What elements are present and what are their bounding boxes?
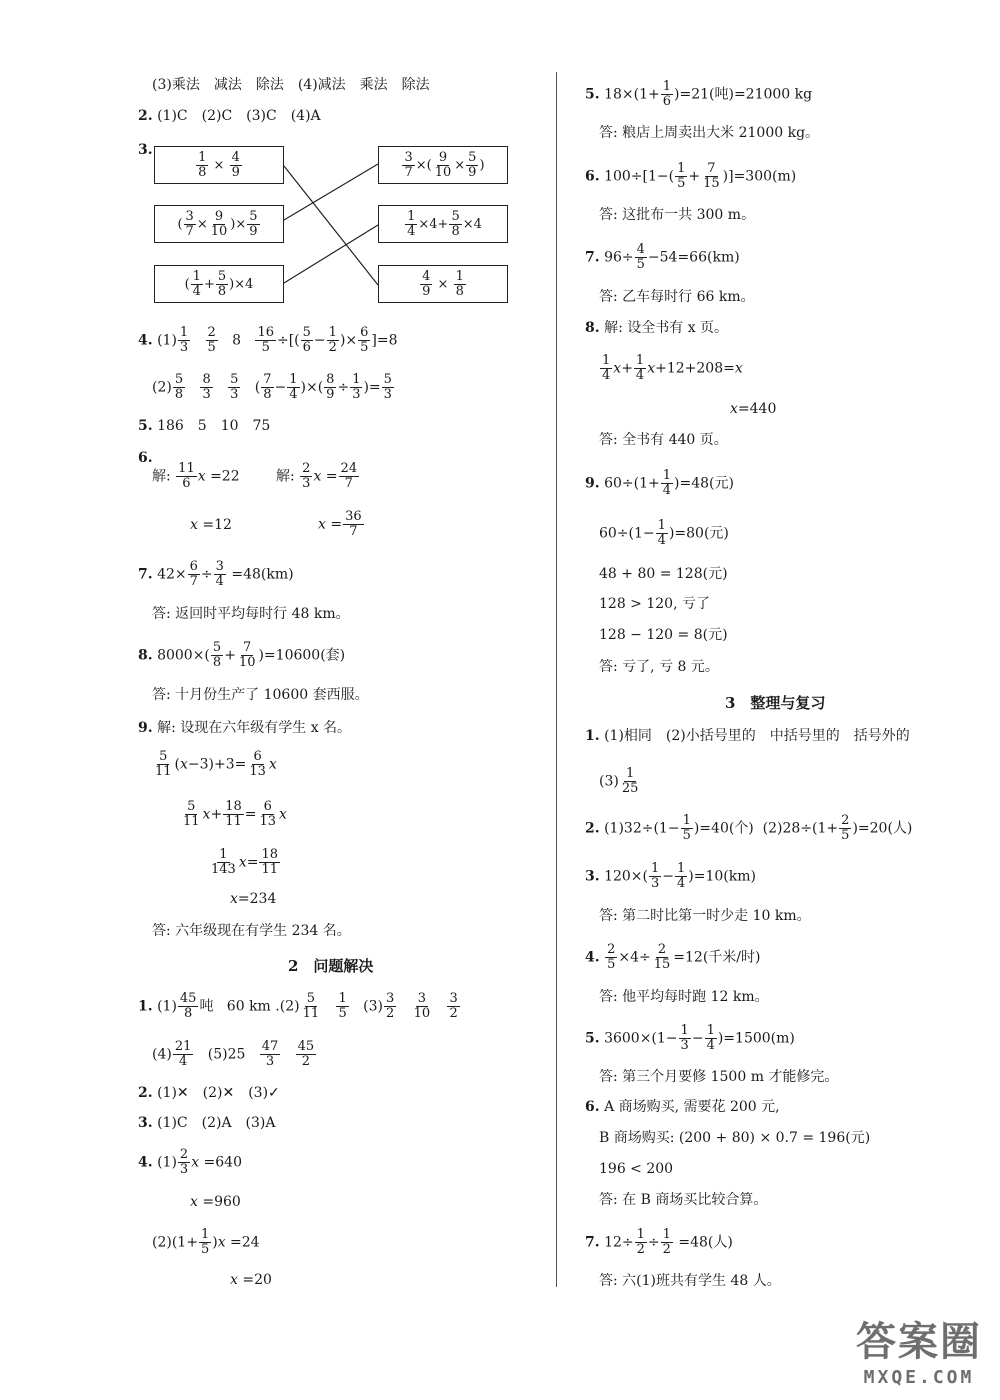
q4-1: 4. (1) $\frac{1}{3}$ $\frac{2}{5}$ 8 $\frac{16}{5}$ ÷[( $\frac{5}{6}$ − $\frac{1}{2}$ )× $\frac{6}{5}$ ]=8 [138, 325, 398, 355]
q7-answer: 答: 返回时平均每时行 48 km。 [152, 606, 350, 622]
r-q5: 5. 18×(1+ $\frac{1}{6}$ )=21(吨)=21000 kg [585, 79, 813, 109]
section-title-2: 2 问题解决 [288, 957, 374, 975]
watermark-url: MXQE.COM [863, 1367, 975, 1388]
r-q8-answer: 答: 全书有 440 页。 [599, 432, 728, 448]
match-box-right-3: $\frac{4}{9}$ × $\frac{1}{8}$ [378, 265, 508, 303]
r-s3-q5-answer: 答: 第三个月要修 1500 m 才能修完。 [599, 1069, 839, 1085]
match-box-left-2: ( $\frac{3}{7}$ × $\frac{9}{10}$ )× $\frac{5}{9}$ [154, 205, 284, 243]
r-s3-q5: 5. 3600×(1− $\frac{1}{3}$ − $\frac{1}{4}$ )=1500(m) [585, 1023, 795, 1053]
match-box-left-1: $\frac{1}{8}$ × $\frac{4}{9}$ [154, 146, 284, 184]
r-s3-q6-c: 196 < 200 [599, 1161, 674, 1177]
q9: 9. 解: 设现在六年级有学生 x 名。 [138, 720, 352, 736]
r-q9-answer: 答: 亏了, 亏 8 元。 [599, 659, 719, 675]
r-q5-answer: 答: 粮店上周卖出大米 21000 kg。 [599, 125, 820, 141]
r-q8-step: $\frac{1}{4}$ x+ $\frac{1}{4}$ x+12+208=x [602, 353, 743, 383]
q7: 7. 42× $\frac{6}{7}$ ÷ $\frac{3}{4}$ =48(km) [138, 559, 294, 589]
r-s3-q4-answer: 答: 他平均每时跑 12 km。 [599, 989, 769, 1005]
match-box-right-1: $\frac{3}{7}$ ×( $\frac{9}{10}$ × $\frac{5}{9}$ ) [378, 146, 508, 184]
q8: 8. 8000×( $\frac{5}{8}$ + $\frac{7}{10}$ )=10600(套) [138, 640, 346, 670]
r-q9-c: 48 + 80 = 128(元) [599, 566, 728, 582]
r-s3-q6-answer: 答: 在 B 商场买比较合算。 [599, 1192, 768, 1208]
r-s3-q1: 1. (1)相同 (2)小括号里的 中括号里的 括号外的 [585, 728, 910, 744]
r-s3-q3: 3. 120×( $\frac{1}{3}$ − $\frac{1}{4}$ )=10(km) [585, 861, 756, 891]
q2: 2. (1)C (2)C (3)C (4)A [138, 108, 321, 124]
q9-step-3: $\frac{1}{143}$ x= $\frac{18}{11}$ [211, 847, 279, 877]
r-q9-e: 128 − 120 = 8(元) [599, 627, 728, 643]
section-title-3: 3 整理与复习 [725, 694, 826, 712]
r-q6: 6. 100÷[1−( $\frac{1}{5}$ + $\frac{7}{15}$ )]=300(m) [585, 161, 797, 191]
match-line-2 [284, 164, 378, 220]
q3-label: 3. [138, 142, 153, 158]
s2-q1-b: (4) $\frac{21}{4}$ (5)25 $\frac{47}{3}$ $\frac{45}{2}$ [152, 1039, 315, 1069]
s2-q4-2: (2)(1+ $\frac{1}{5}$ )x =24 [152, 1227, 260, 1257]
s2-q3: 3. (1)C (2)A (3)A [138, 1115, 276, 1131]
r-s3-q1-b: (3) $\frac{1}{25}$ [599, 766, 639, 796]
s2-q4-1-result: x =960 [190, 1194, 241, 1210]
match-line-1 [284, 166, 378, 285]
r-q9-a: 9. 60÷(1+ $\frac{1}{4}$ )=48(元) [585, 468, 734, 498]
r-s3-q4: 4. $\frac{2}{5}$ ×4÷ $\frac{2}{15}$ =12(千米/时) [585, 942, 761, 972]
q6-res-a: x =12 [190, 517, 232, 533]
q9-step-2: $\frac{5}{11}$ x+ $\frac{18}{11}$ = $\frac{6}{13}$ x [183, 799, 287, 829]
r-q8-result: x=440 [730, 401, 777, 417]
q5: 5. 186 5 10 75 [138, 418, 271, 434]
q8-answer: 答: 十月份生产了 10600 套西服。 [152, 687, 369, 703]
q2-1-continued: (3)乘法 减法 除法 (4)减法 乘法 除法 [152, 77, 430, 93]
r-s3-q3-answer: 答: 第二时比第一时少走 10 km。 [599, 908, 811, 924]
r-s3-q7-answer: 答: 六(1)班共有学生 48 人。 [599, 1273, 781, 1289]
r-q9-b: 60÷(1− $\frac{1}{4}$ )=80(元) [599, 518, 729, 548]
r-q8: 8. 解: 设全书有 x 页。 [585, 320, 729, 336]
r-s3-q6-b: B 商场购买: (200 + 80) × 0.7 = 196(元) [599, 1130, 871, 1146]
r-q7-answer: 答: 乙车每时行 66 km。 [599, 289, 755, 305]
q6-eq-a: 解: $\frac{11}{6}$ x =22 [152, 461, 240, 491]
r-q7: 7. 96÷ $\frac{4}{5}$ −54=66(km) [585, 242, 740, 272]
r-q6-answer: 答: 这批布一共 300 m。 [599, 207, 756, 223]
watermark-logo-text: 答案圈 [856, 1318, 982, 1365]
s2-q4-1: 4. (1) $\frac{2}{3}$ x =640 [138, 1147, 242, 1177]
r-s3-q6: 6. A 商场购买, 需要花 200 元, [585, 1099, 780, 1115]
match-box-right-2: $\frac{1}{4}$ ×4+ $\frac{5}{8}$ ×4 [378, 205, 508, 243]
column-divider [556, 72, 557, 1287]
r-s3-q2: 2. (1)32÷(1− $\frac{1}{5}$ )=40(个) (2)28÷(1+ $\frac{2}{5}$ )=20(人) [585, 813, 913, 843]
s2-q1-a: 1. (1) $\frac{45}{8}$ 吨 60 km .(2) $\frac{5}{11}$ $\frac{1}{5}$ (3) $\frac{3}{2}$ $\frac{3}{10}$ $\frac{3}{2}$ [138, 991, 458, 1021]
q6-res-b: x = $\frac{36}{7}$ [318, 509, 362, 539]
q9-result: x=234 [230, 891, 277, 907]
q9-answer: 答: 六年级现在有学生 234 名。 [152, 923, 351, 939]
s2-q4-2-result: x =20 [230, 1272, 272, 1288]
q9-step-1: $\frac{5}{11}$ (x−3)+3= $\frac{6}{13}$ x [155, 749, 277, 779]
q6-label: 6. [138, 450, 153, 466]
matching-lines [138, 0, 538, 320]
q6-eq-b: 解: $\frac{2}{3}$ x = $\frac{24}{7}$ [276, 461, 358, 491]
s2-q2: 2. (1)✕ (2)✕ (3)✓ [138, 1085, 280, 1101]
q4-2: (2) $\frac{5}{8}$ $\frac{8}{3}$ $\frac{5}{3}$ ( $\frac{7}{8}$ − $\frac{1}{4}$ )×( $\frac{8}{9}$ ÷ $\frac{1}{3}$ )= $\frac{5}{3}$ [152, 372, 392, 402]
r-s3-q7: 7. 12÷ $\frac{1}{2}$ ÷ $\frac{1}{2}$ =48(人) [585, 1227, 733, 1257]
match-line-3 [284, 225, 378, 283]
r-q9-d: 128 > 120, 亏了 [599, 596, 710, 612]
match-box-left-3: ( $\frac{1}{4}$ + $\frac{5}{8}$ )×4 [154, 265, 284, 303]
site-watermark [856, 1310, 982, 1388]
